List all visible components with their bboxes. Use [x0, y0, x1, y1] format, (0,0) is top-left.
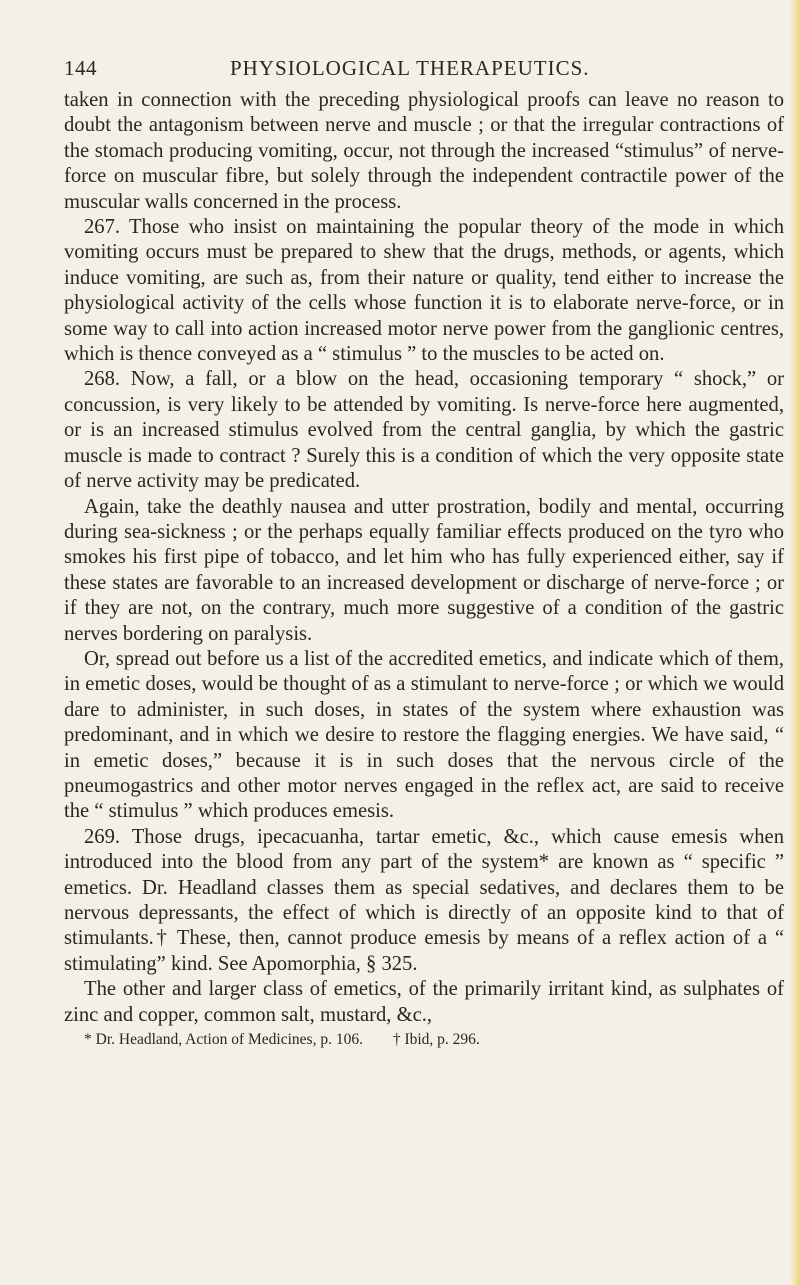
- footnote-2: † Ibid, p. 296.: [392, 1031, 480, 1049]
- paragraph-268: 268. Now, a fall, or a blow on the head, occasioning temporary “ shock,” or concussion, is very likely to be attended by vomiting. Is nerve-force here augmented, or is an increased stimulus evolved from the central ganglia, by which the gastric muscle is made to contract ? Surely this is a condition of which the very opposite state of nerve activity may be predicated.: [64, 368, 784, 493]
- paragraph-irritant-emetics: The other and larger class of emetics, of the primarily irritant kind, as sulphates of zinc and copper, common salt, mustard, &c.,: [64, 978, 784, 1026]
- book-page: [64, 56, 784, 1050]
- footnotes: [64, 1030, 784, 1050]
- body-text: [64, 88, 784, 1028]
- page-edge: [790, 0, 800, 1285]
- paragraph-sea-sickness: Again, take the deathly nausea and utter prostration, bodily and mental, occurring during sea-sickness ; or the perhaps equally familiar effects produced on the tyro who smokes his first pipe of tobacco, and let him who has fully experienced either, say if these states are favorable to an increased development or discharge of nerve-force ; or if they are not, on the contrary, much more suggestive of a condition of the gastric nerves bordering on paralysis.: [64, 495, 784, 645]
- paragraph-continuation: taken in connection with the preceding physiological proofs can leave no reason to doubt the antagonism between nerve and muscle ; or that the irregular contractions of the stomach producing vomiting, occur, not through the increased “stimulus” of nerve-force on muscular fibre, but solely through the independent contractile power of the muscular walls concerned in the process.: [64, 89, 784, 213]
- page-number: 144: [64, 56, 97, 80]
- paragraph-emetics-list: Or, spread out before us a list of the accredited emetics, and indicate which of them, in emetic doses, would be thought of as a stimulant to nerve-force ; or which we would dare to administer, in such doses, in states of the system where exhaustion was predominant, and in which we desire to restore the flagging energies. We have said, “ in emetic doses,” because it is in such doses that the nervous circle of the pneumogastrics and other motor nerves engaged in the reflex act, are said to receive the “ stimulus ” which produces emesis.: [64, 647, 784, 823]
- paragraph-267: 267. Those who insist on maintaining the popular theory of the mode in which vomiting occurs must be prepared to shew that the drugs, methods, or agents, which induce vomiting, are such as, from their nature or quality, tend either to increase the physiological activity of the cells whose function it is to elaborate nerve-force, or in some way to call into action increased motor nerve power from the ganglionic centres, which is thence conveyed as a “ stimulus ” to the muscles to be acted on.: [64, 216, 784, 366]
- paragraph-269: 269. Those drugs, ipecacuanha, tartar emetic, &c., which cause emesis when introduced into the blood from any part of the system* are known as “ specific ” emetics. Dr. Headland classes them as special sedatives, and declares them to be nervous depressants, the effect of which is directly of an opposite kind to that of stimulants.† These, then, cannot produce emesis by means of a reflex action of a “ stimulating” kind. See Apomorphia, § 325.: [64, 825, 784, 975]
- page-header: [64, 56, 784, 88]
- footnote-1: * Dr. Headland, Action of Medicines, p. 106.: [84, 1031, 363, 1049]
- running-head: PHYSIOLOGICAL THERAPEUTICS.: [230, 56, 590, 80]
